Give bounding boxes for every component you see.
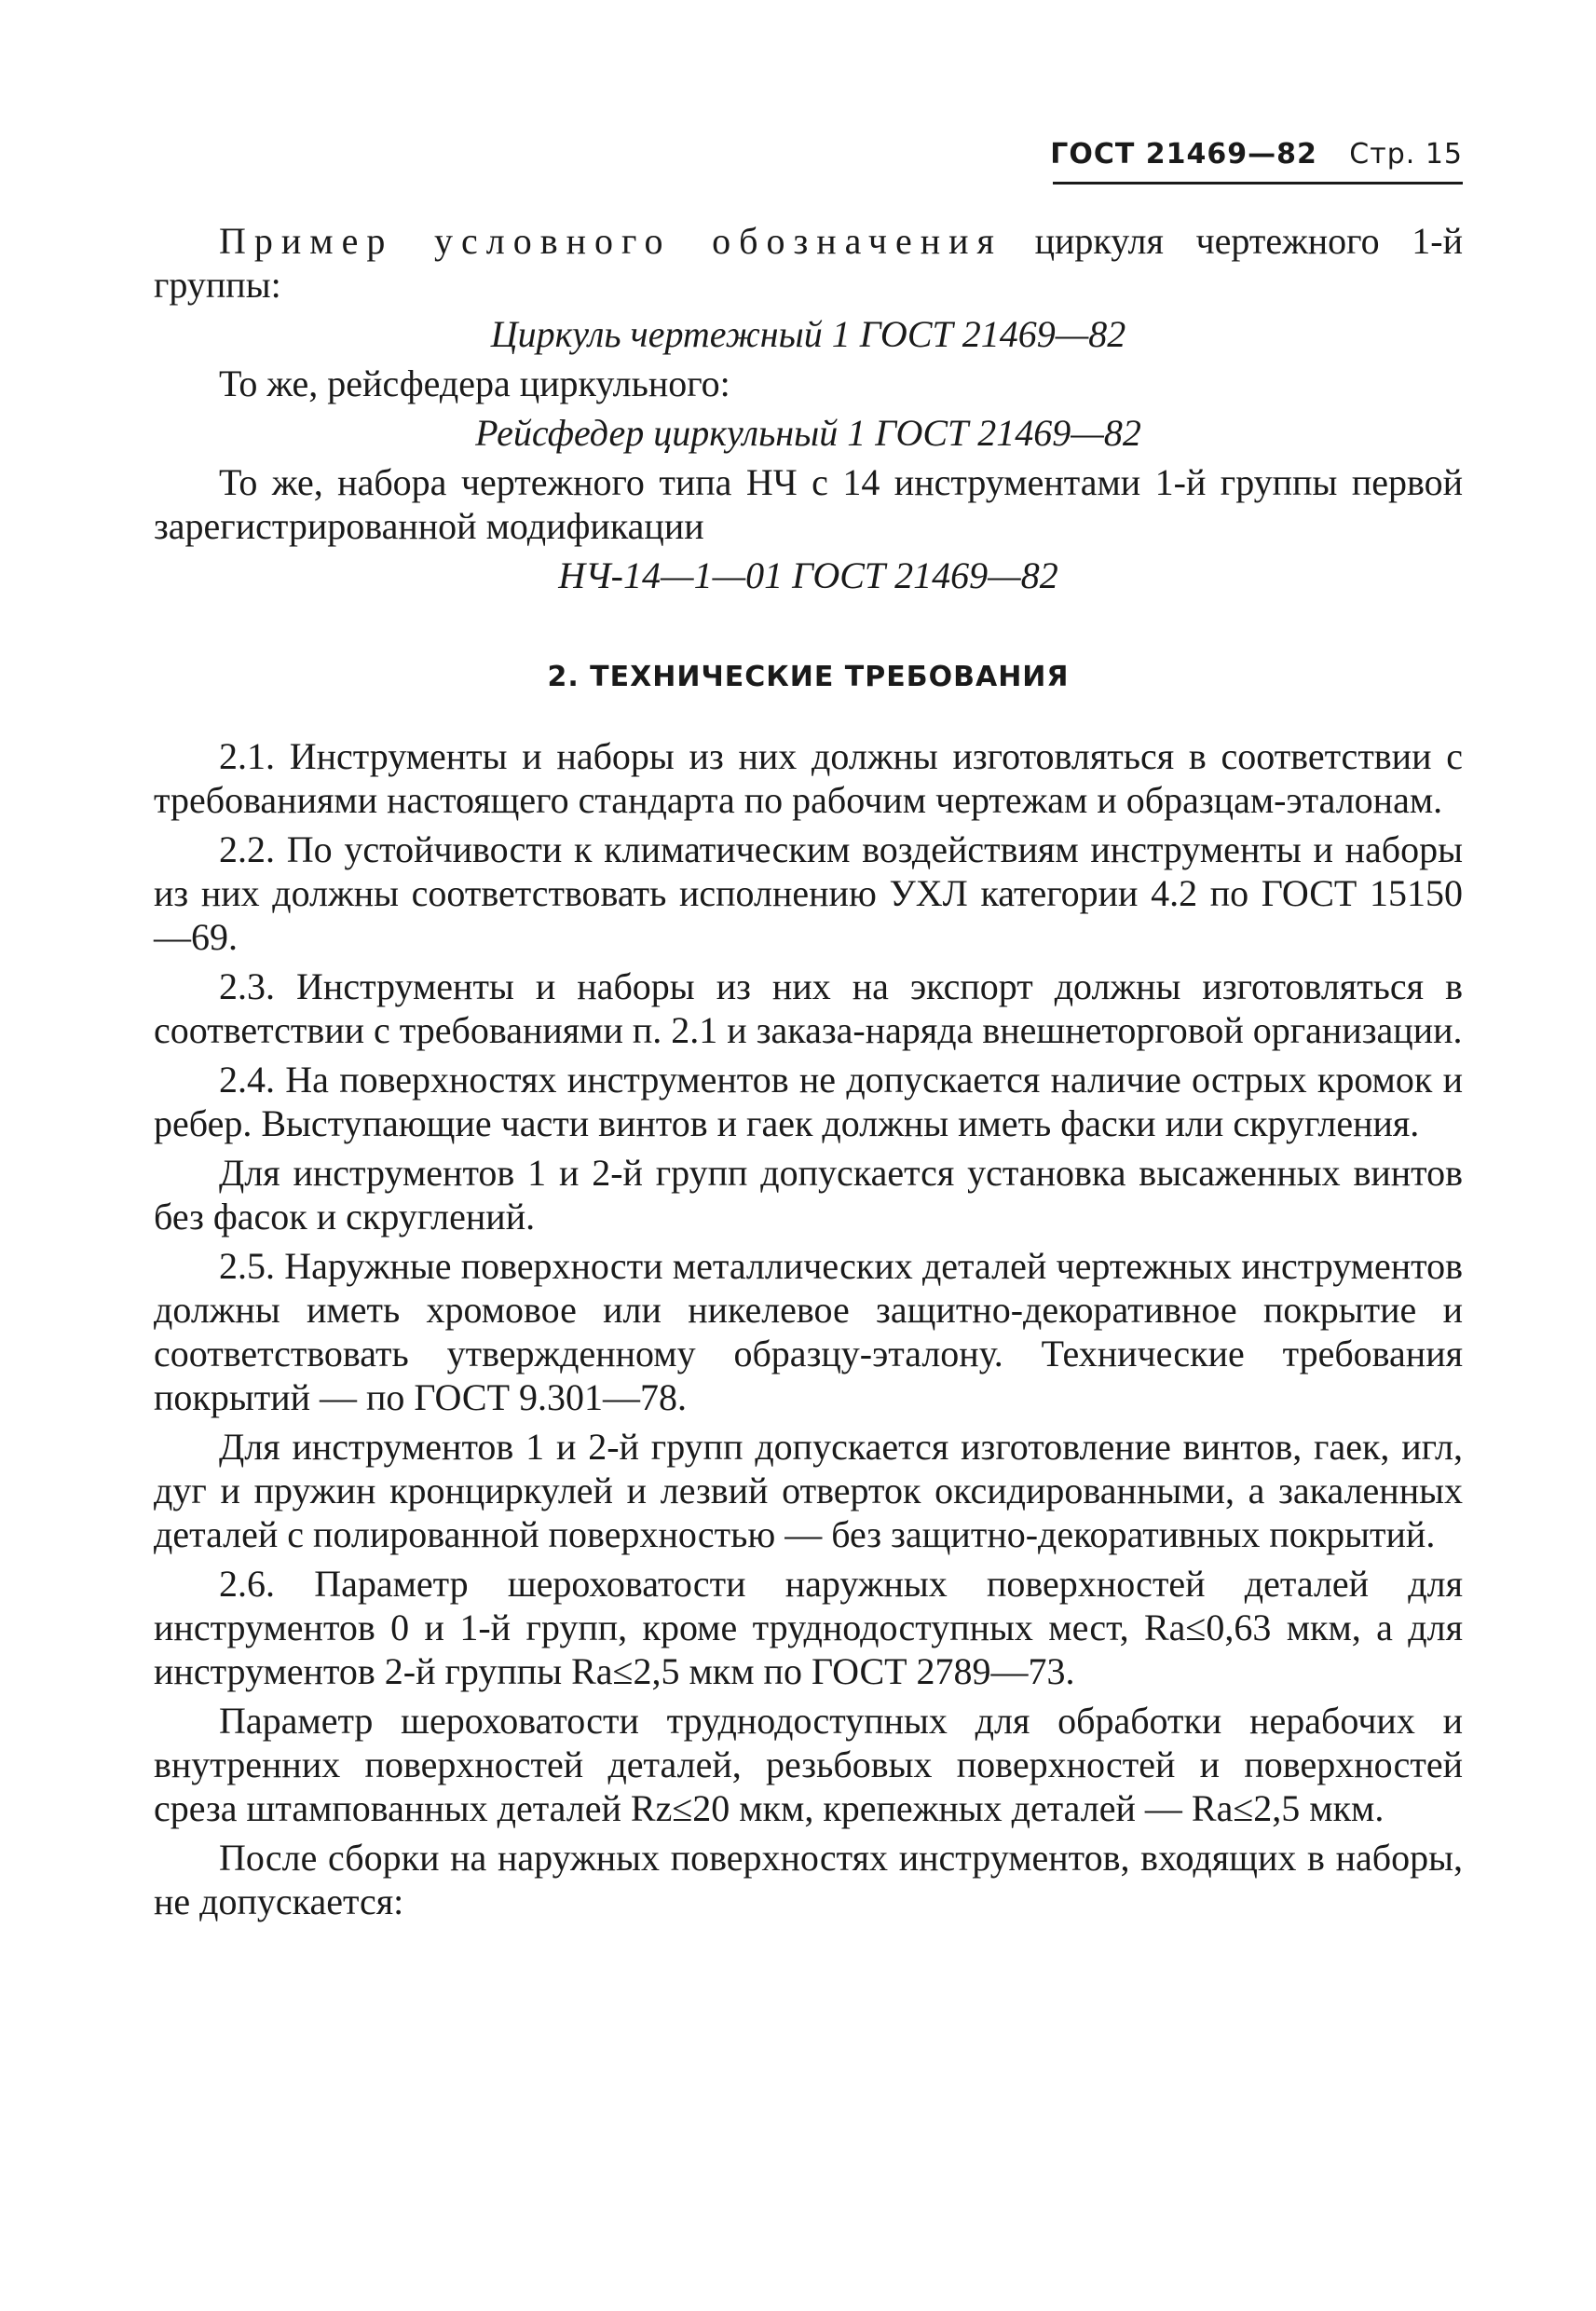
paragraph-2-4: 2.4. На поверхностях инструментов не допускается наличие острых кромок и ребер. Выступающие части винтов и гаек должны иметь фаски или скругления. [154,1059,1463,1144]
paragraph-2-2: 2.2. По устойчивости к климатическим воздействиям инструменты и наборы из них должны соответствовать исполнению УХЛ категории 4.2 по ГОСТ 15150—69. [154,828,1463,958]
paragraph-2-6-note: Параметр шероховатости труднодоступных для обработки нерабочих и внутренних поверхностей деталей, резьбовых поверхностей и поверхностей среза штампованных деталей Rz≤20 мкм, крепежных деталей — Ra≤2,5 мкм. [154,1700,1463,1829]
document-body [154,219,1463,1923]
paragraph-2-5-note: Для инструментов 1 и 2-й групп допускается изготовление винтов, гаек, игл, дуг и пружин кронциркулей и лезвий отверток оксидированными, а закаленных деталей с полированной поверхностью — без защитно-декоративных покрытий. [154,1426,1463,1555]
header-rule [1053,182,1463,185]
example-lead: Пример условного обозначения [219,220,1003,262]
designation-ruling-pen: Рейсфедер циркульный 1 ГОСТ 21469—82 [475,412,1141,454]
paragraph-2-4-note: Для инструментов 1 и 2-й групп допускается установка высаженных винтов без фасок и скруглений. [154,1152,1463,1238]
page-header [1034,138,1463,171]
section-title: 2. ТЕХНИЧЕСКИЕ ТРЕБОВАНИЯ [547,661,1070,693]
paragraph-2-1: 2.1. Инструменты и наборы из них должны изготовляться в соответствии с требованиями настоящего стандарта по рабочим чертежам и образцам-эталонам. [154,735,1463,821]
same-set-paragraph: То же, набора чертежного типа НЧ с 14 инструментами 1-й группы первой зарегистрированной модификации [154,461,1463,547]
standard-number: ГОСТ 21469—82 [1050,138,1317,171]
paragraph-2-5: 2.5. Наружные поверхности металлических деталей чертежных инструментов должны иметь хромовое или никелевое защитно-декоративное покрытие и соответствовать утвержденному образцу-эталону. Технические требования покрытий — по ГОСТ 9.301—78. [154,1245,1463,1418]
paragraph-2-6: 2.6. Параметр шероховатости наружных поверхностей деталей для инструментов 0 и 1-й групп, кроме труднодоступных мест, Ra≤0,63 мкм, а для инструментов 2-й группы Ra≤2,5 мкм по ГОСТ 2789—73. [154,1563,1463,1692]
example-paragraph [154,219,1463,307]
designation-compass: Циркуль чертежный 1 ГОСТ 21469—82 [490,313,1126,355]
same-pen-paragraph: То же, рейсфедера циркульного: [219,362,730,404]
paragraph-2-3: 2.3. Инструменты и наборы из них на экспорт должны изготовляться в соответствии с требованиями п. 2.1 и заказа-наряда внешнеторговой организации. [154,965,1463,1051]
page-number: Стр. 15 [1349,138,1463,171]
designation-set: НЧ-14—1—01 ГОСТ 21469—82 [558,554,1058,596]
example-rest: циркуля чертежного 1-й группы: [154,220,1463,306]
paragraph-2-6-after-assembly: После сборки на наружных поверхностях инструментов, входящих в наборы, не допускается: [154,1837,1463,1922]
